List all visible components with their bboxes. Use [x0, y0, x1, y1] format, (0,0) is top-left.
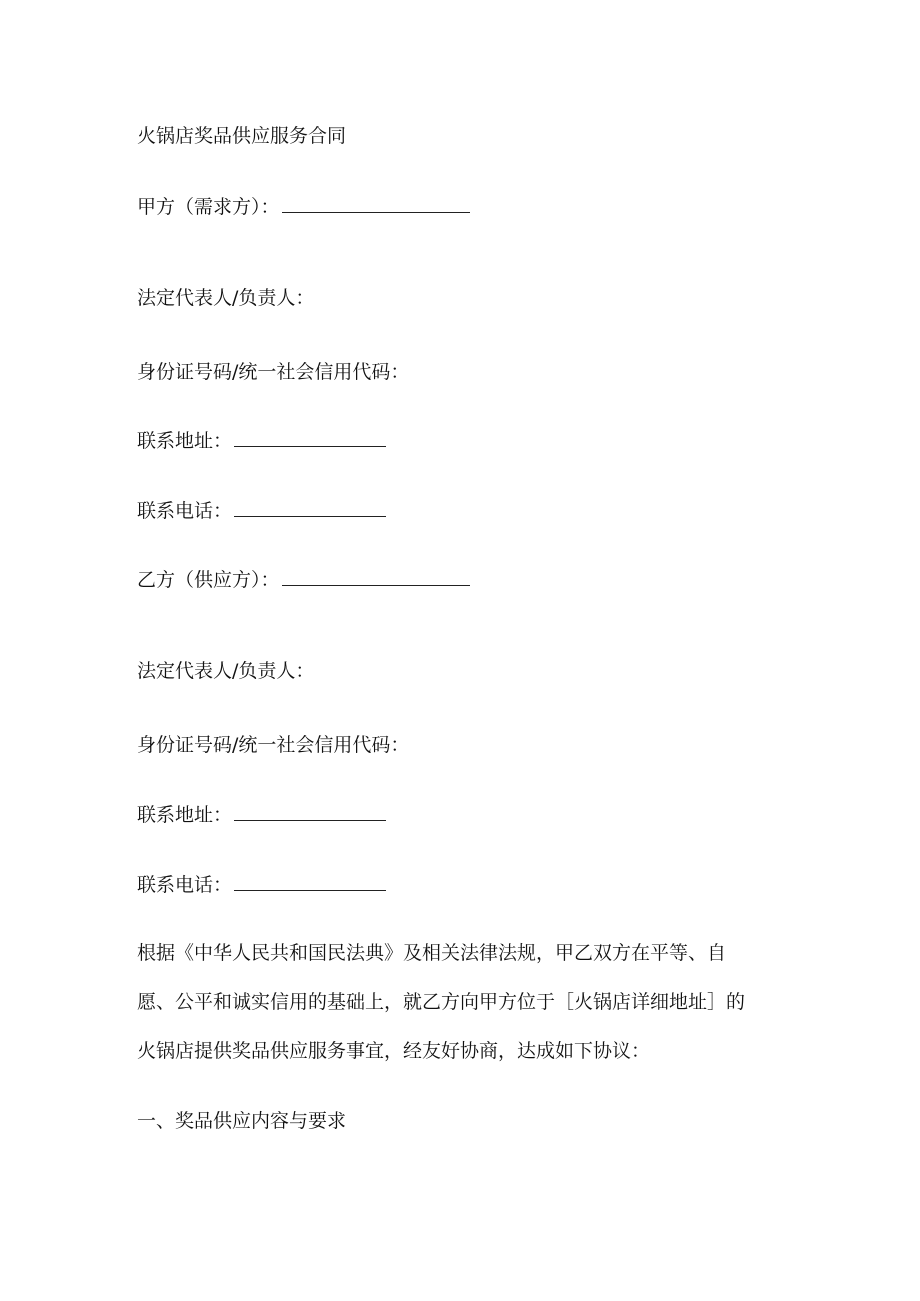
party-a-phone-blank — [234, 498, 386, 517]
party-a-rep-label: 法定代表人/负责人： — [137, 287, 315, 309]
party-b-phone-label: 联系电话： — [137, 874, 233, 896]
party-a-rep-row — [137, 286, 314, 310]
party-b-name-label: 乙方（供应方）： — [137, 569, 280, 591]
party-a-id-label: 身份证号码/统一社会信用代码： — [137, 361, 410, 383]
party-a-address-blank — [234, 428, 386, 447]
section-1-heading-text: 一、奖品供应内容与要求 — [137, 1110, 347, 1132]
party-a-phone-label: 联系电话： — [137, 500, 233, 522]
party-a-name-label: 甲方（需求方）： — [137, 196, 280, 218]
party-a-address-label: 联系地址： — [137, 430, 233, 452]
party-a-name-blank — [282, 194, 470, 213]
party-b-address-row — [137, 802, 386, 827]
section-1-heading — [137, 1109, 346, 1133]
party-a-id-row — [137, 360, 409, 384]
party-a-address-row — [137, 428, 386, 453]
party-b-id-row — [137, 733, 409, 757]
party-a-name-row — [137, 194, 470, 219]
party-b-phone-row — [137, 872, 386, 897]
preamble-paragraph — [137, 929, 797, 1076]
party-b-rep-label: 法定代表人/负责人： — [137, 660, 315, 682]
party-b-address-label: 联系地址： — [137, 804, 233, 826]
party-b-name-row — [137, 567, 470, 592]
preamble-line-3: 火锅店提供奖品供应服务事宜，经友好协商，达成如下协议： — [137, 1040, 651, 1062]
preamble-line-2: 愿、公平和诚实信用的基础上，就乙方向甲方位于［火锅店详细地址］的 — [137, 991, 746, 1013]
party-b-rep-row — [137, 659, 314, 683]
party-a-phone-row — [137, 498, 386, 523]
party-b-name-blank — [282, 567, 470, 586]
party-b-phone-blank — [234, 872, 386, 891]
party-b-id-label: 身份证号码/统一社会信用代码： — [137, 734, 410, 756]
title-text: 火锅店奖品供应服务合同 — [137, 125, 347, 147]
party-b-address-blank — [234, 802, 386, 821]
document-title — [137, 124, 346, 148]
preamble-line-1: 根据《中华人民共和国民法典》及相关法律法规，甲乙双方在平等、自 — [137, 942, 727, 964]
